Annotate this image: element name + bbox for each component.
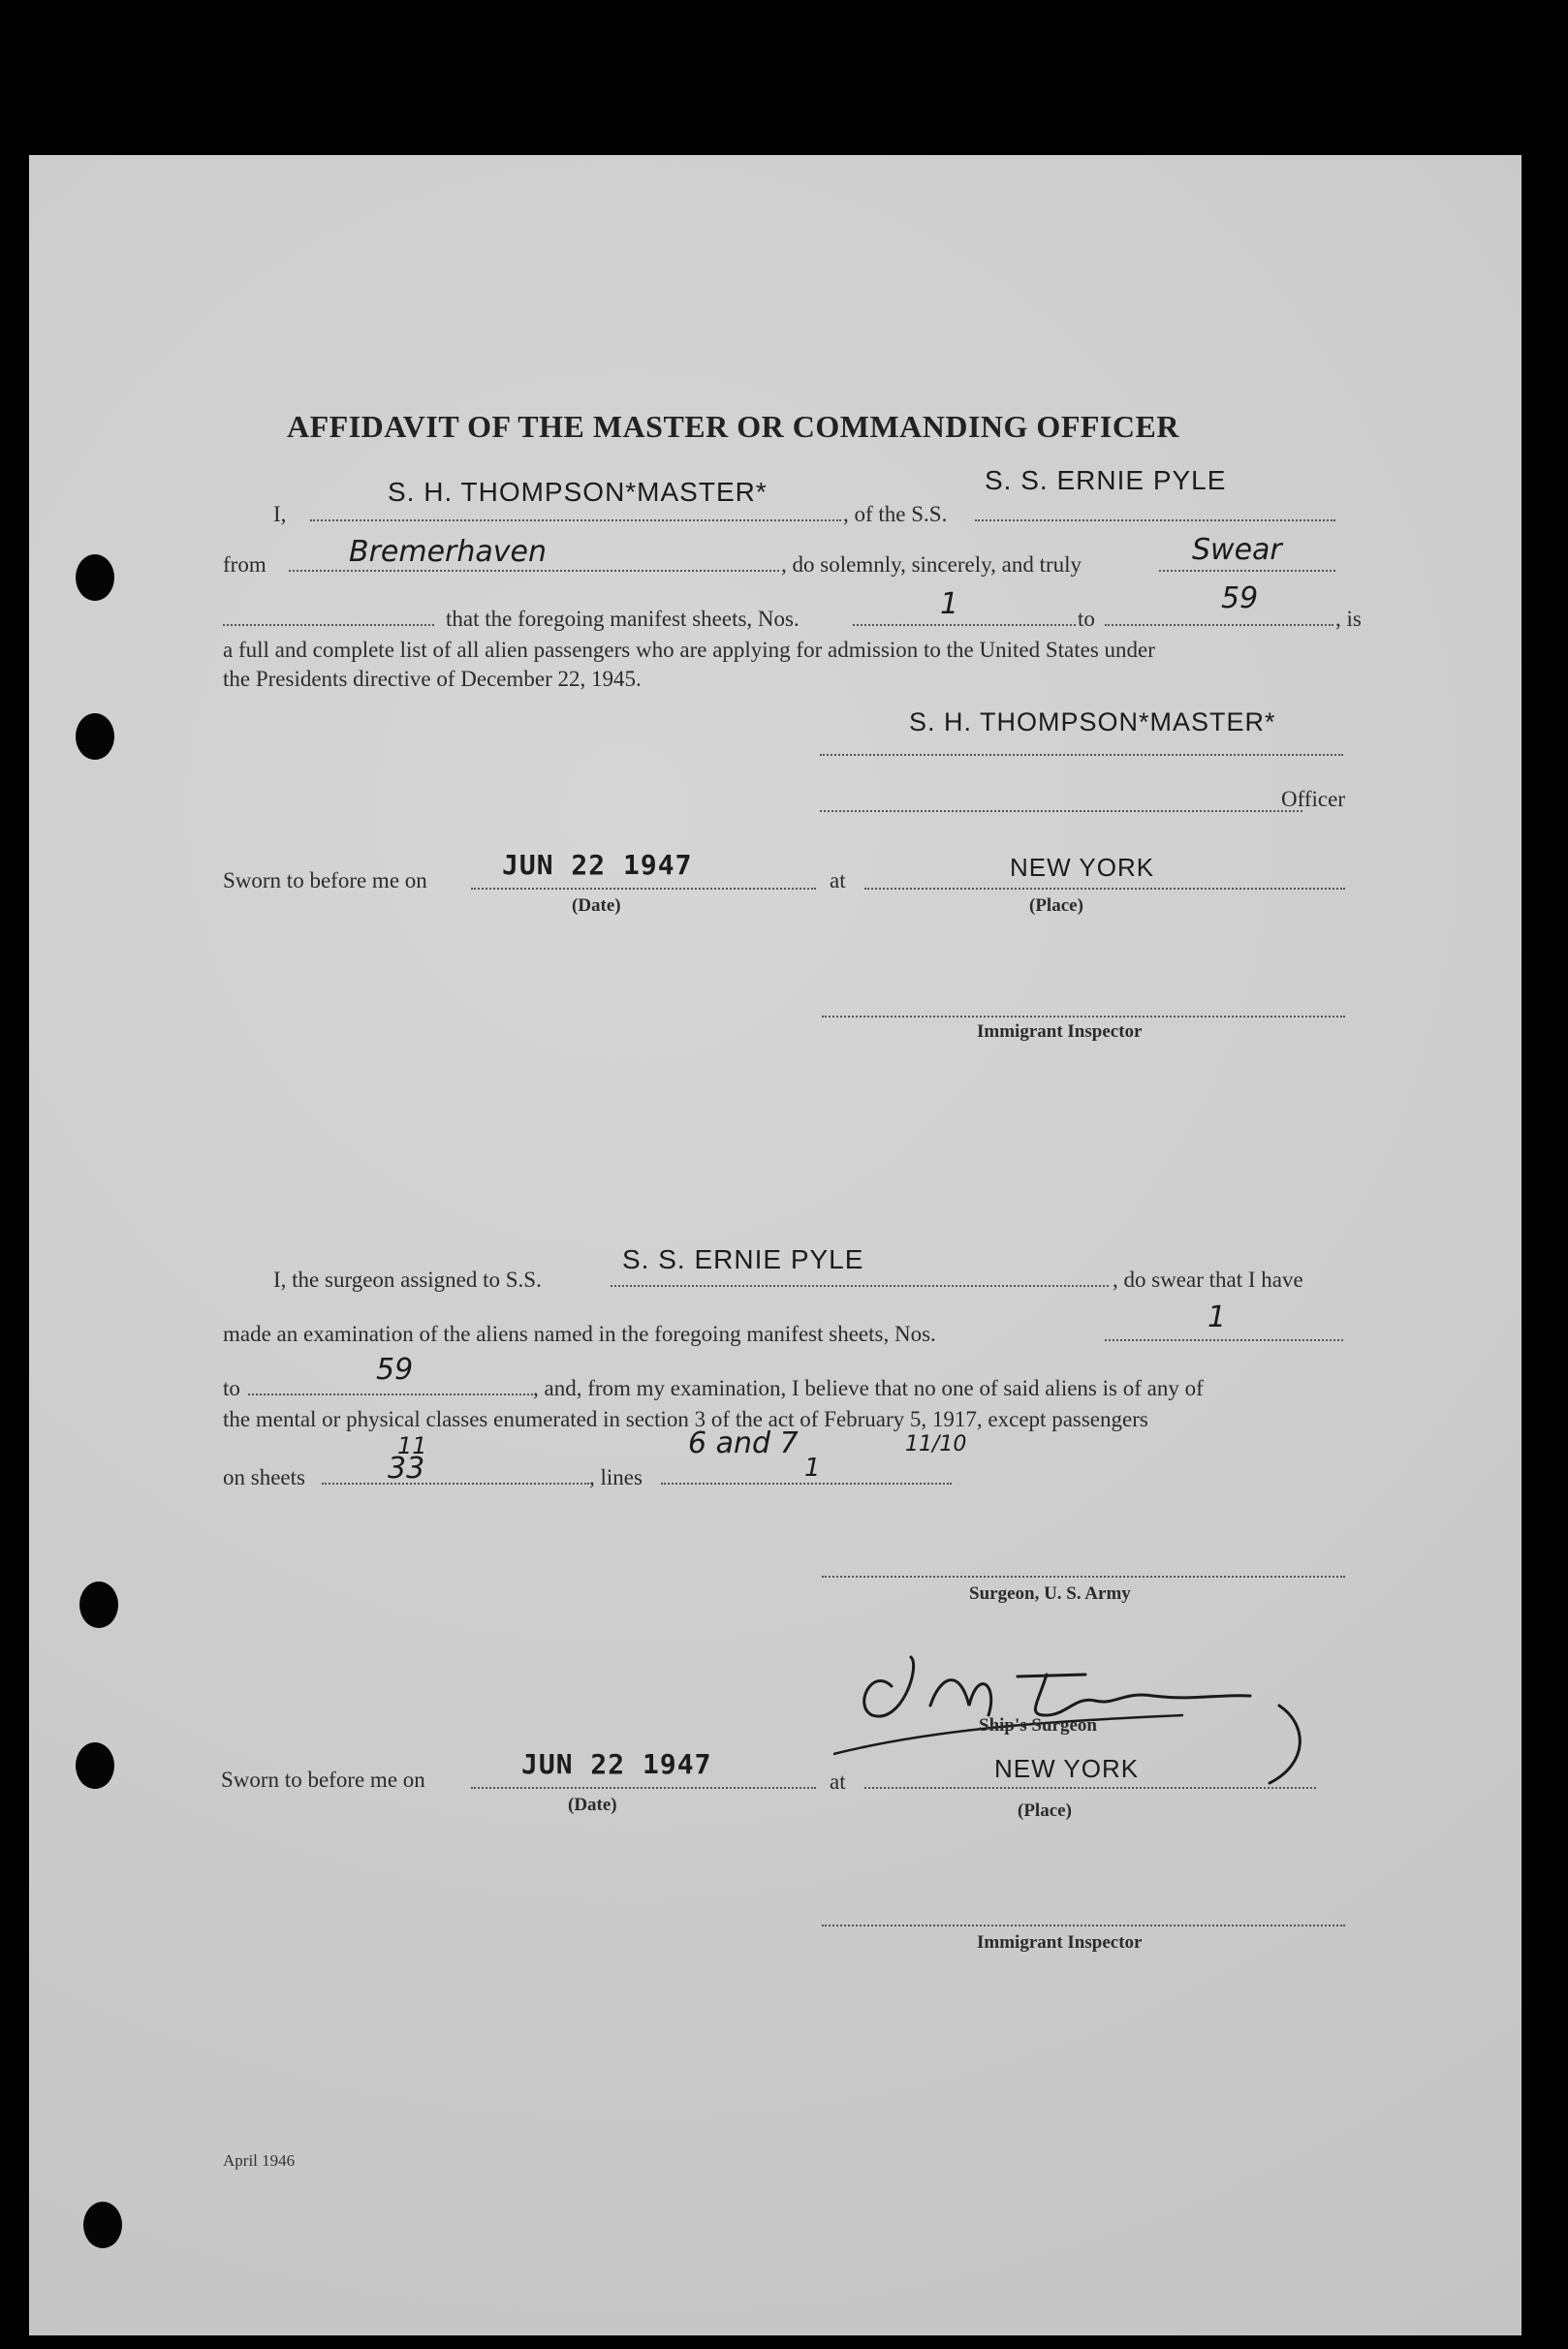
from-label: from [223,552,267,577]
classes-text: the mental or physical classes enumerated in section 3 of the act of February 5, 1917, except passengers [223,1407,1148,1431]
inspector-caption-2: Immigrant Inspector [977,1932,1143,1953]
surgeon-to-label: to [223,1376,240,1400]
full-list-text: a full and complete list of all alien passengers who are applying for admission to the United States under [223,638,1155,662]
master-signature-typed: S. H. THOMPSON*MASTER* [909,707,1276,736]
page-title: AFFIDAVIT OF THE MASTER OR COMMANDING OFFICER [287,409,1179,444]
lines-label: , lines [589,1465,643,1489]
directive-text: the Presidents directive of December 22, 1945. [223,667,642,691]
signature-line-1 [820,754,1343,756]
surgeon-sworn-date-stamp: JUN 22 1947 [521,1748,712,1780]
date-caption: (Date) [572,895,621,916]
surgeon-i-label: I, the surgeon assigned to S.S. [273,1268,542,1292]
oath-word-value: Swear [1192,533,1282,567]
oath-word-line [1159,570,1335,572]
ships-surgeon-caption: Ship's Surgeon [979,1715,1097,1736]
sheet-to-value: 59 [1221,581,1259,615]
surgeon-at-label: at [830,1770,846,1794]
made-exam-text: made an examination of the aliens named in the foregoing manifest sheets, Nos. [223,1322,936,1346]
inspector-line-1 [822,1016,1345,1018]
master-ship-line [975,519,1335,521]
sworn-date-stamp: JUN 22 1947 [502,849,693,881]
surgeon-army-caption: Surgeon, U. S. Army [969,1583,1131,1604]
foregoing-sheets-label: that the foregoing manifest sheets, Nos. [446,607,800,631]
lines-value: 6 and 7 [688,1426,799,1460]
surgeon-sworn-place-value: NEW YORK [994,1754,1140,1783]
sheet-from-line [853,624,1076,626]
sworn-before-label: Sworn to before me on [223,868,427,893]
at-label: at [830,868,846,893]
master-name-line [310,519,841,521]
surgeon-ship-line [611,1285,1109,1287]
surgeon-army-line [822,1576,1345,1578]
officer-label: Officer [1281,787,1345,811]
on-sheets-line [322,1483,589,1485]
binder-hole [76,554,114,601]
port-value: Bremerhaven [349,535,548,569]
sheet-from-value: 1 [940,587,959,621]
binder-hole [76,1742,114,1789]
sworn-date-line [471,888,816,890]
binder-hole [79,1582,118,1628]
inspector-line-2 [822,1925,1345,1926]
lines-note: 11/10 [905,1432,967,1456]
inspector-caption-1: Immigrant Inspector [977,1021,1143,1042]
place-caption: (Place) [1029,895,1083,916]
on-sheets-label: on sheets [223,1465,305,1489]
do-swear-label: , do swear that I have [1113,1268,1303,1292]
sheets-mark: 11 [397,1432,427,1459]
port-line [289,570,779,572]
do-solemnly-label: , do solemnly, sincerely, and truly [781,552,1082,577]
binder-hole [76,713,114,760]
surgeon-sheet-from-value: 1 [1207,1300,1227,1334]
surgeon-sworn-before-label: Sworn to before me on [221,1768,425,1792]
surgeon-sworn-place-line [864,1787,1316,1789]
surgeon-ship-value: S. S. ERNIE PYLE [622,1244,864,1274]
surgeon-sheet-from-line [1105,1339,1343,1341]
sworn-place-value: NEW YORK [1010,853,1155,882]
master-name-value: S. H. THOMPSON*MASTER* [388,477,768,507]
binder-hole [83,2202,122,2248]
lines-value-line [661,1483,952,1485]
is-label: , is [1335,607,1362,631]
master-i-label: I, [273,502,287,526]
sworn-place-line [864,888,1345,890]
from-exam-text: , and, from my examination, I believe that no one of said aliens is of any of [533,1376,1204,1400]
form-date: April 1946 [223,2151,296,2170]
officer-line [820,810,1302,812]
to-label: to [1078,607,1095,631]
oath-continuation-line [223,624,434,626]
document-page [29,155,1521,2335]
sheet-to-line [1105,624,1333,626]
sheets-value: 33 [388,1452,425,1486]
surgeon-sheet-to-value: 59 [376,1353,414,1387]
master-ship-value: S. S. ERNIE PYLE [985,465,1227,495]
surgeon-sheet-to-line [248,1394,533,1395]
surgeon-place-caption: (Place) [1018,1801,1072,1821]
of-the-ss-label: , of the S.S. [843,502,948,526]
surgeon-sworn-date-line [471,1787,816,1789]
surgeon-date-caption: (Date) [568,1795,617,1815]
lines-sub-value: 1 [804,1454,821,1483]
